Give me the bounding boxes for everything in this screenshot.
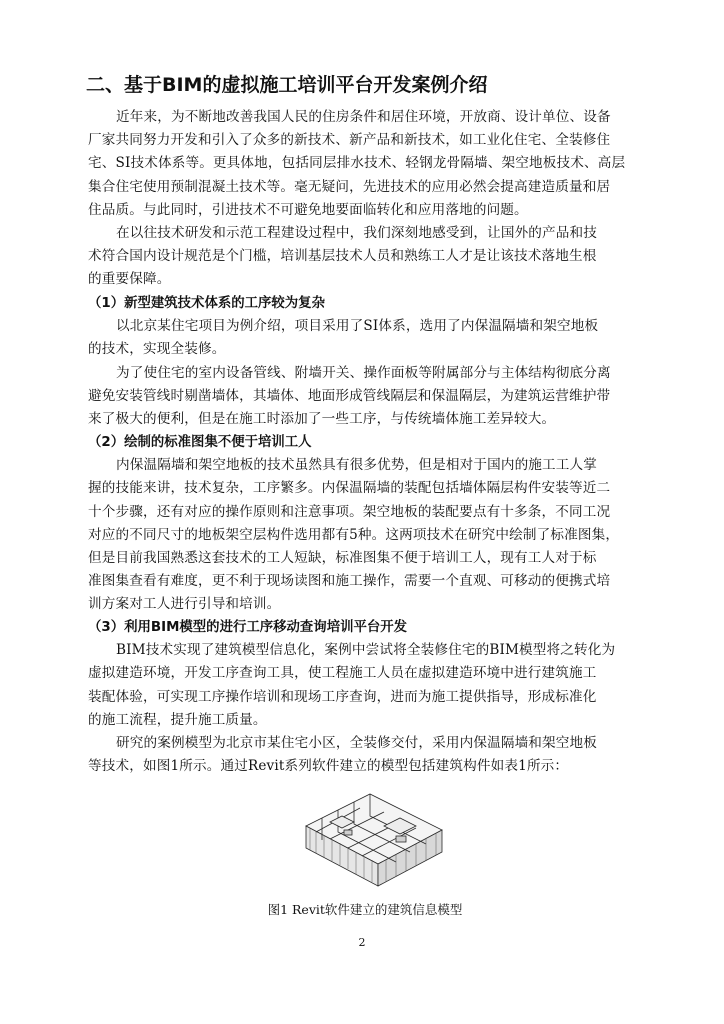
text-line: 但是目前我国熟悉这套技术的工人短缺，标准图集不便于培训工人，现有工人对于标: [88, 549, 597, 566]
section-3: [88, 616, 640, 778]
text-line: 集合住宅使用预制混凝土技术等。毫无疑问，先进技术的应用必然会提高建造质量和居: [88, 178, 611, 195]
figure-caption: 图1 Revit软件建立的建筑信息模型: [267, 902, 463, 917]
text-line: 训方案对工人进行引导和培训。: [88, 596, 281, 613]
section-heading: 二、基于BIM的虚拟施工培训平台开发案例介绍: [86, 74, 488, 96]
text-line: 宅、SI技术体系等。更具体地，包括同层排水技术、轻钢龙骨隔墙、架空地板技术、高层: [88, 155, 626, 172]
building-model-icon: [300, 786, 448, 894]
text-line: 术符合国内设计规范是个门槛，培训基层技术人员和熟练工人才是让该技术落地生根: [88, 248, 597, 265]
section-2-title: （2）绘制的标准图集不便于培训工人: [88, 435, 312, 450]
text-line: 近年来，为不断地改善我国人民的住房条件和居住环境，开放商、设计单位、设备: [116, 109, 611, 125]
figure-1: [300, 786, 448, 894]
page-number: 2: [358, 936, 366, 949]
text-line: 住品质。与此同时，引进技术不可避免地要面临转化和应用落地的问题。: [88, 201, 528, 218]
text-line: 装配体验，可实现工序操作培训和现场工序查询，进而为施工提供指导，形成标准化: [88, 688, 597, 705]
section-1: [88, 292, 640, 431]
section-2: [88, 431, 640, 617]
text-line: 对应的不同尺寸的地板架空层构件选用都有5种。这两项技术在研究中绘制了标准图集，: [88, 526, 620, 543]
text-line: 研究的案例模型为北京市某住宅小区，全装修交付，采用内保温隔墙和架空地板: [116, 734, 598, 751]
section-1-title: （1）新型建筑技术体系的工序较为复杂: [88, 296, 325, 311]
text-line: BIM技术实现了建筑模型信息化，案例中尝试将全装修住宅的BIM模型将之转化为: [116, 642, 616, 659]
intro-paragraph-2: [88, 222, 640, 292]
text-line: 的技术，实现全装修。: [88, 341, 226, 358]
section-3-title: （3）利用BIM模型的进行工序移动查询培训平台开发: [88, 620, 408, 635]
text-line: 来了极大的便利，但是在施工时添加了一些工序，与传统墙体施工差异较大。: [88, 410, 556, 427]
text-line: 十个步骤，还有对应的操作原则和注意事项。架空地板的装配要点有十多条，不同工况: [88, 503, 611, 520]
intro-paragraph-1: [88, 106, 640, 222]
text-line: 准图集查看有难度，更不利于现场读图和施工操作，需要一个直观、可移动的便携式培: [88, 573, 611, 590]
text-line: 等技术，如图1所示。通过Revit系列软件建立的模型包括建筑构件如表1所示：: [88, 758, 569, 775]
text-line: 避免安装管线时剔凿墙体，其墙体、地面形成管线隔层和保温隔层，为建筑运营维护带: [88, 387, 611, 404]
text-line: 的重要保障。: [88, 271, 171, 288]
text-line: 握的技能来讲，技术复杂，工序繁多。内保温隔墙的装配包括墙体隔层构件安装等近二: [88, 480, 611, 497]
text-line: 为了使住宅的室内设备管线、附墙开关、操作面板等附属部分与主体结构彻底分离: [116, 364, 611, 381]
text-line: 的施工流程，提升施工质量。: [88, 711, 267, 728]
text-line: 在以往技术研发和示范工程建设过程中，我们深刻地感受到，让国外的产品和技: [116, 225, 598, 241]
text-line: 内保温隔墙和架空地板的技术虽然具有很多优势，但是相对于国内的施工工人掌: [116, 457, 598, 474]
text-line: 虚拟建造环境，开发工序查询工具，使工程施工人员在虚拟建造环境中进行建筑施工: [88, 665, 597, 682]
text-line: 厂家共同努力开发和引入了众多的新技术、新产品和新技术，如工业化住宅、全装修住: [88, 132, 611, 149]
text-line: 以北京某住宅项目为例介绍，项目采用了SI体系，选用了内保温隔墙和架空地板: [116, 318, 599, 335]
